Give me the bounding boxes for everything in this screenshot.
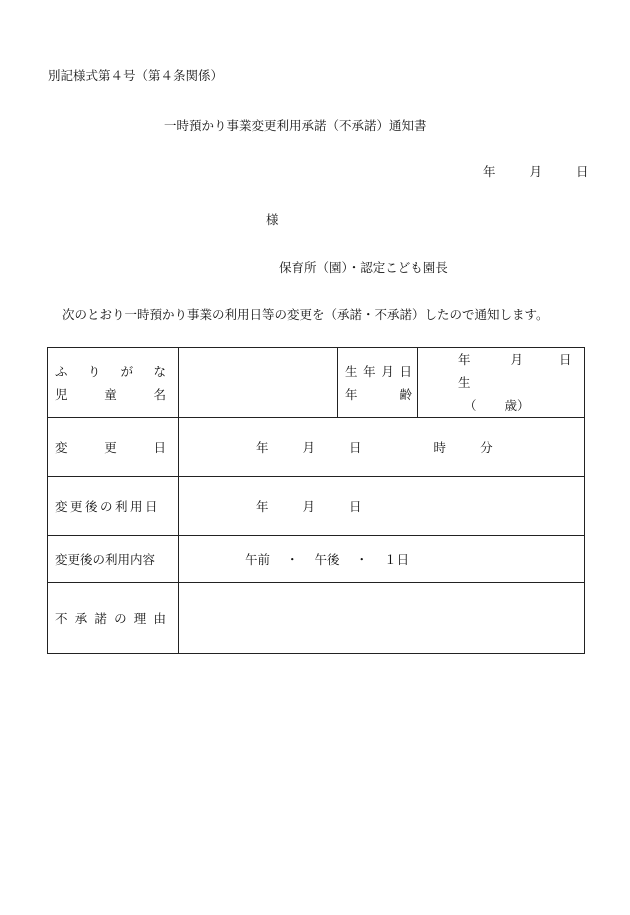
age-value: （ 歳） bbox=[464, 398, 530, 413]
birthdate-age-label-cell bbox=[338, 348, 418, 418]
date-day-label: 日 bbox=[576, 164, 589, 179]
reason-input[interactable] bbox=[179, 583, 585, 654]
change-date-value: 年 月 日 時 分 bbox=[256, 440, 493, 455]
new-date-input[interactable] bbox=[179, 477, 585, 536]
new-date-label: 変更後の利用日 bbox=[48, 477, 179, 536]
child-name-input[interactable] bbox=[179, 348, 338, 418]
birthdate-label: 生 年 月 日 bbox=[345, 363, 412, 379]
option-pm[interactable]: 午後 bbox=[314, 552, 340, 567]
reason-row bbox=[48, 583, 585, 654]
issue-date bbox=[483, 162, 589, 180]
age-label: 年 齢 bbox=[345, 386, 412, 402]
furigana-label: ふ り が な bbox=[55, 363, 166, 379]
option-full-day[interactable]: １日 bbox=[384, 552, 410, 567]
date-year-label: 年 bbox=[483, 164, 496, 179]
change-date-label: 変 更 日 bbox=[48, 418, 179, 477]
sender-title: 保育所（園）・認定こども園長 bbox=[279, 260, 448, 275]
birthdate-age-input[interactable] bbox=[418, 348, 585, 418]
notice-body: 次のとおり一時預かり事業の利用日等の変更を（承諾・不承諾）したので通知します。 bbox=[62, 307, 549, 322]
date-month-label: 月 bbox=[529, 164, 543, 179]
new-date-row bbox=[48, 477, 585, 536]
document-title: 一時預かり事業変更利用承諾（不承諾）通知書 bbox=[164, 118, 427, 133]
addressee-honorific: 様 bbox=[266, 212, 279, 227]
child-info-row bbox=[48, 348, 585, 418]
child-name-label: 児 童 名 bbox=[55, 386, 166, 402]
birthdate-value: 年 月 日生 bbox=[458, 352, 572, 390]
notice-form-table bbox=[47, 347, 585, 654]
new-content-options: 午前 ・ 午後 ・ １日 bbox=[245, 552, 410, 567]
new-content-row bbox=[48, 536, 585, 583]
child-name-label-cell bbox=[48, 348, 179, 418]
change-date-input[interactable] bbox=[179, 418, 585, 477]
new-date-value: 年 月 日 bbox=[256, 499, 362, 514]
change-date-row bbox=[48, 418, 585, 477]
option-am[interactable]: 午前 bbox=[245, 552, 271, 567]
reason-label: 不 承 諾 の 理 由 bbox=[48, 583, 179, 654]
new-content-input[interactable] bbox=[179, 536, 585, 583]
new-content-label: 変更後の利用内容 bbox=[48, 536, 179, 583]
form-number: 別記様式第４号（第４条関係） bbox=[48, 68, 224, 83]
